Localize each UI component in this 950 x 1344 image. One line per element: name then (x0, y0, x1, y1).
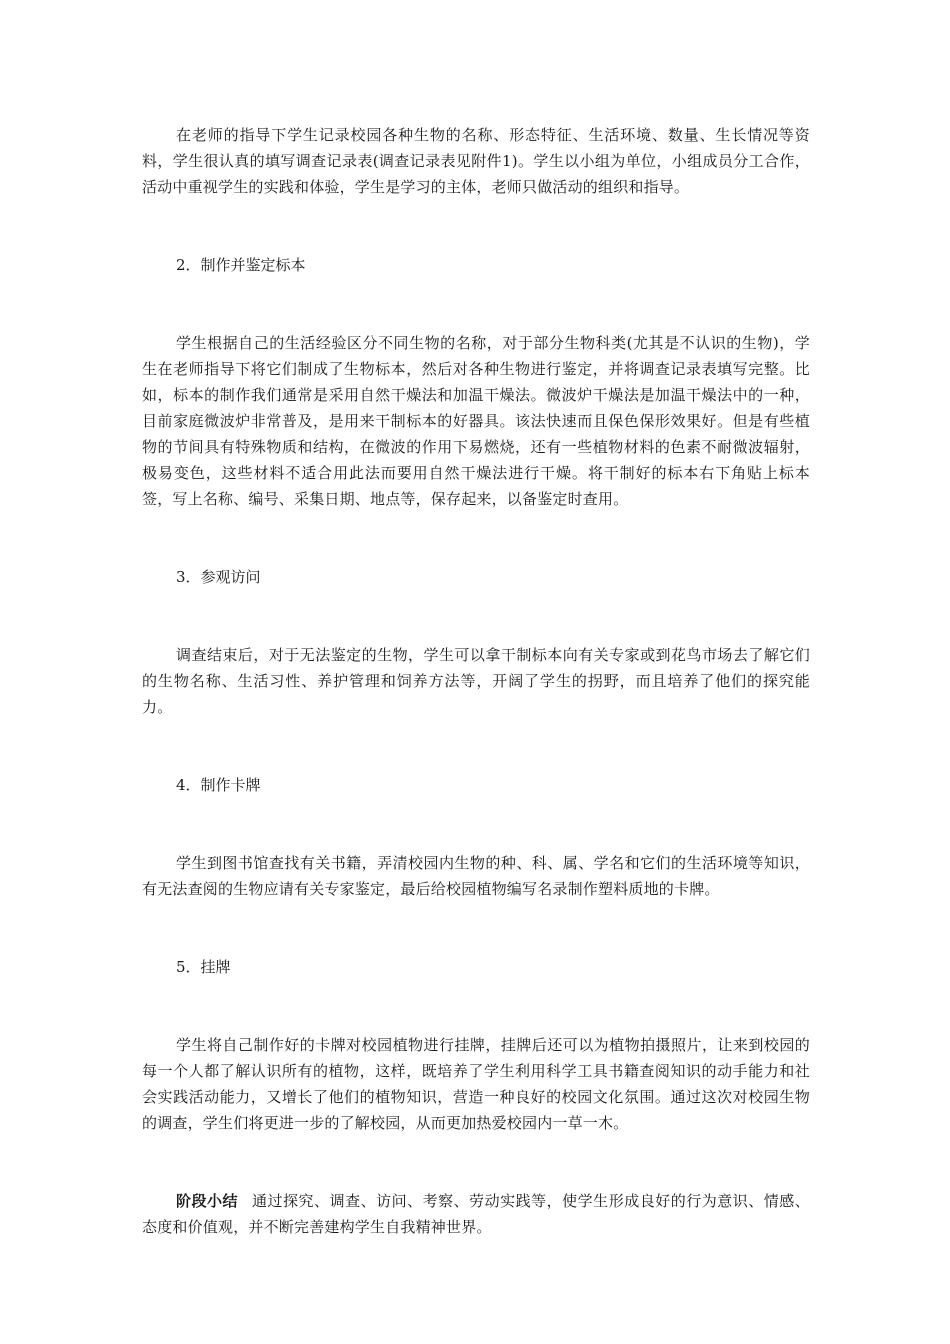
spacer (142, 980, 810, 1032)
spacer (142, 512, 810, 564)
spacer (142, 1136, 810, 1188)
section-heading-cards: 4．制作卡牌 (176, 776, 261, 794)
spacer (142, 902, 810, 954)
section-body-specimens: 学生根据自己的生活经验区分不同生物的名称，对于部分生物科类(尤其是不认识的生物)，学生在老师指导下将它们制成了生物标本，然后对各种生物进行鉴定，并将调查记录表填写完整。比如，标本的制作我们通常是采用自然干燥法和加温干燥法。微波炉干燥法是加温干燥法中的一种，目前家庭微波炉非常普及，是用来干制标本的好器具。该法快速而且保色保形效果好。但是有些植物的节间具有特殊物质和结构，在微波的作用下易燃烧，还有一些植物材料的色素不耐微波辐射，极易变色，这些材料不适合用此法而要用自然干燥法进行干燥。将干制好的标本右下角贴上标本签，写上名称、编号、采集日期、地点等，保存起来，以备鉴定时查用。 (142, 334, 810, 508)
section-body-visit: 调查结束后，对于无法鉴定的生物，学生可以拿干制标本向有关专家或到花鸟市场去了解它们的生物名称、生活习性、养护管理和饲养方法等，开阔了学生的拐野，而且培养了他们的探究能力。 (142, 646, 810, 716)
document-body (142, 122, 810, 1240)
section-heading-tagging: 5．挂牌 (176, 958, 231, 976)
stage-summary-label: 阶段小结 (176, 1192, 239, 1210)
section-body-cards: 学生到图书馆查找有关书籍，弄清校园内生物的种、科、属、学名和它们的生活环境等知识，有无法查阅的生物应请有关专家鉴定，最后给校园植物编写名录制作塑料质地的卡牌。 (142, 854, 810, 898)
stage-summary-text: 通过探究、调查、访问、考察、劳动实践等，使学生形成良好的行为意识、情感、态度和价值观，并不断完善建构学生自我精神世界。 (142, 1192, 810, 1236)
spacer (142, 200, 810, 252)
spacer (142, 590, 810, 642)
section-heading-specimens: 2．制作并鉴定标本 (176, 256, 306, 274)
spacer (142, 720, 810, 772)
section-body-tagging: 学生将自己制作好的卡牌对校园植物进行挂牌，挂牌后还可以为植物拍摄照片，让来到校园的每一个人都了解认识所有的植物，这样，既培养了学生利用科学工具书籍查阅知识的动手能力和社会实践活动能力，又增长了他们的植物知识，营造一种良好的校园文化氛围。通过这次对校园生物的调查，学生们将更进一步的了解校园，从而更加热爱校园内一草一木。 (142, 1036, 810, 1132)
spacer (142, 278, 810, 330)
spacer (142, 798, 810, 850)
section-heading-visit: 3．参观访问 (176, 568, 261, 586)
stage-summary (142, 1188, 810, 1240)
intro-paragraph: 在老师的指导下学生记录校园各种生物的名称、形态特征、生活环境、数量、生长情况等资料，学生很认真的填写调查记录表(调查记录表见附件1)。学生以小组为单位，小组成员分工合作，活动中重视学生的实践和体验，学生是学习的主体，老师只做活动的组织和指导。 (142, 126, 810, 196)
